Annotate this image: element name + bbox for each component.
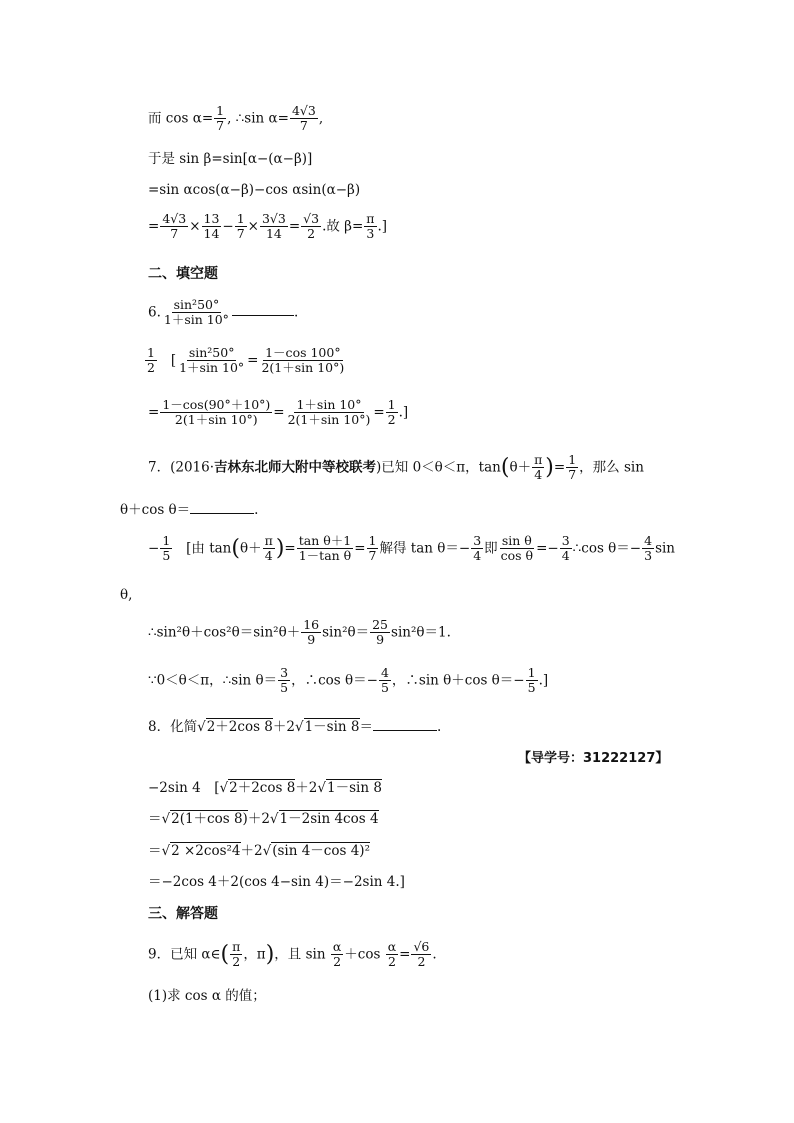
fraction	[160, 398, 272, 428]
numerator: sin²50°	[173, 297, 220, 312]
numerator: sin θ	[501, 533, 532, 548]
denominator: 2	[307, 226, 316, 242]
radicand: (sin 4－cos 4)²	[272, 843, 370, 859]
fraction	[301, 212, 321, 242]
question-9	[148, 940, 437, 970]
numerator: 13	[203, 211, 220, 226]
denominator: 2	[387, 954, 396, 970]
numerator: 1	[568, 452, 577, 467]
numerator: α	[332, 939, 342, 954]
text: [	[170, 352, 177, 369]
text: ，且 sin	[274, 946, 330, 963]
paren: )	[275, 535, 285, 561]
text: =	[373, 404, 385, 421]
numerator: 4	[380, 665, 389, 680]
answer-line: ＝√2 ×2cos²4＋2√(sin 4－cos 4)²	[148, 843, 370, 859]
fraction	[301, 618, 321, 648]
text: −	[222, 218, 234, 235]
answer-line: θ,	[120, 587, 133, 603]
fraction	[162, 298, 231, 328]
fraction	[331, 940, 343, 970]
answer-line: −2sin 4 [√2＋2cos 8＋2√1－sin 8	[148, 780, 382, 796]
text: 7．(2016·	[148, 459, 215, 476]
denominator: 2(1＋sin 10°)	[174, 412, 258, 428]
text: −	[148, 540, 160, 557]
denominator: 7	[170, 226, 179, 242]
denominator: 4	[264, 548, 273, 564]
text: ，π	[243, 946, 266, 963]
numerator: tan θ＋1	[298, 533, 352, 548]
text: ×	[247, 218, 259, 235]
fraction	[532, 453, 544, 483]
radicand: 2(1＋cos 8)	[171, 811, 248, 827]
text: ＝	[148, 811, 162, 827]
numerator: 3	[473, 533, 482, 548]
section-heading: 二、填空题	[148, 266, 218, 282]
denominator: 3	[366, 226, 375, 242]
denominator: cos θ	[500, 548, 534, 564]
radicand: 2＋2cos 8	[229, 780, 296, 796]
text: ∴sin²θ＋cos²θ＝sin²θ＋	[148, 624, 301, 641]
paren: (	[231, 535, 240, 561]
numerator: 1	[162, 533, 171, 548]
section-heading: 三、解答题	[148, 906, 218, 922]
radicand: 1－sin 8	[304, 719, 360, 735]
answer-line	[148, 618, 451, 648]
text: ∵0＜θ＜π，∴sin θ＝	[148, 672, 278, 689]
numerator: 1	[147, 345, 155, 360]
fraction	[230, 940, 242, 970]
text: =	[354, 540, 366, 557]
answer-blank	[373, 730, 437, 731]
numerator: 1＋sin 10°	[296, 397, 362, 412]
text: .故 β=	[322, 218, 364, 235]
question-7	[148, 453, 644, 483]
answer-line	[148, 534, 675, 564]
fraction	[202, 212, 222, 242]
sub-question: (1)求 cos α 的值；	[148, 988, 266, 1004]
text: =	[273, 404, 285, 421]
text: ＋cos	[344, 946, 385, 963]
paren: (	[500, 454, 510, 480]
text: =−	[536, 540, 559, 557]
text: −2sin 4 [	[148, 780, 220, 796]
numerator: √3	[303, 211, 320, 226]
numerator: 1	[236, 211, 245, 226]
radicand: 2＋2cos 8	[206, 719, 273, 735]
denominator: 2	[417, 954, 426, 970]
fraction	[160, 534, 172, 564]
numerator: 4	[644, 533, 653, 548]
numerator: π	[534, 452, 543, 467]
denominator: 7	[568, 467, 577, 483]
denominator: 5	[527, 680, 536, 696]
denominator: 9	[307, 632, 316, 648]
numerator: 3	[561, 533, 570, 548]
text: =	[399, 946, 411, 963]
fraction	[386, 398, 398, 428]
text: 8．化简	[148, 719, 198, 735]
fraction	[471, 534, 483, 564]
numerator: α	[387, 939, 397, 954]
text: ＝	[148, 843, 162, 859]
numerator: 4√3	[291, 103, 316, 118]
numerator: √6	[413, 939, 430, 954]
solution-line: =sin αcos(α−β)−cos αsin(α−β)	[148, 182, 361, 198]
denominator: 2(1＋sin 10°)	[287, 412, 371, 428]
solution-line: 于是 sin β=sin[α−(α−β)]	[148, 151, 313, 167]
fraction	[259, 346, 346, 376]
text: 而 cos α=	[148, 110, 214, 127]
guide-number: 【导学号：31222127】	[518, 751, 669, 766]
text: =	[247, 352, 259, 369]
denominator: 7	[216, 118, 225, 134]
fraction	[145, 346, 157, 376]
answer-line	[148, 398, 408, 428]
numerator: π	[232, 939, 241, 954]
text: =	[288, 218, 301, 235]
text: ，∴cos θ＝−	[291, 672, 378, 689]
numerator: 1	[527, 665, 536, 680]
denominator: 1－tan θ	[298, 548, 352, 564]
numerator: 4√3	[162, 211, 187, 226]
text: ×	[189, 218, 201, 235]
fraction	[411, 940, 431, 970]
text: [由 tan	[186, 540, 232, 557]
fraction	[260, 212, 288, 242]
text: .	[432, 946, 437, 963]
text: sin	[655, 540, 676, 557]
numerator: 1	[216, 103, 225, 118]
denominator: 5	[380, 680, 389, 696]
numerator: π	[366, 211, 375, 226]
numerator: 3√3	[261, 211, 286, 226]
answer-line: ＝√2(1＋cos 8)＋2√1－2sin 4cos 4	[148, 811, 379, 827]
fraction	[642, 534, 654, 564]
text: )已知 0＜θ＜π，tan	[376, 459, 501, 476]
denominator: 4	[473, 548, 482, 564]
fraction	[214, 104, 226, 134]
question-6	[148, 298, 298, 328]
text: θ＋	[509, 459, 532, 476]
paren: (	[220, 941, 230, 967]
text: ∴cos θ＝−	[572, 540, 642, 557]
answer-blank	[190, 513, 254, 514]
denominator: 2	[147, 360, 155, 376]
answer-line	[144, 346, 347, 376]
text: .]	[538, 672, 549, 689]
text: =	[148, 404, 160, 421]
fraction	[526, 666, 538, 696]
fraction	[286, 398, 373, 428]
radicand: 1－2sin 4cos 4	[279, 811, 379, 827]
denominator: 1＋sin 10°	[163, 312, 229, 328]
text: ,	[318, 110, 324, 127]
fraction	[278, 666, 290, 696]
text: , ∴sin α=	[227, 110, 289, 127]
question-source: 吉林东北师大附中等校联考	[214, 459, 377, 476]
question-8: 8．化简√2＋2cos 8＋2√1－sin 8＝ .	[148, 719, 442, 735]
paren: )	[265, 941, 275, 967]
fraction	[290, 104, 318, 134]
text: .	[254, 502, 259, 518]
fraction	[370, 618, 390, 648]
text: .]	[398, 404, 409, 421]
fraction	[263, 534, 275, 564]
denominator: 7	[299, 118, 308, 134]
denominator: 7	[368, 548, 377, 564]
radicand: 1－sin 8	[327, 780, 382, 796]
fraction	[379, 666, 391, 696]
text: .	[437, 719, 442, 735]
denominator: 5	[280, 680, 289, 696]
text: =	[284, 540, 296, 557]
fraction	[566, 453, 578, 483]
fraction	[177, 346, 246, 376]
denominator: 5	[162, 548, 171, 564]
fraction	[499, 534, 535, 564]
numerator: 25	[372, 617, 389, 632]
denominator: 14	[265, 226, 282, 242]
denominator: 4	[534, 467, 543, 483]
numerator: 1	[387, 397, 396, 412]
denominator: 9	[376, 632, 385, 648]
text: =	[553, 459, 566, 476]
numerator: π	[264, 533, 273, 548]
denominator: 4	[561, 548, 570, 564]
text: θ＋	[239, 540, 262, 557]
text: ＋2	[272, 719, 295, 735]
fraction	[364, 212, 376, 242]
answer-blank	[232, 315, 294, 316]
text: ，∴sin θ＋cos θ＝−	[391, 672, 525, 689]
solution-line	[148, 212, 387, 242]
numerator: 16	[303, 617, 320, 632]
paren: )	[545, 454, 554, 480]
denominator: 3	[644, 548, 653, 564]
text: =	[148, 218, 160, 235]
denominator: 14	[203, 226, 220, 242]
text: ＝	[359, 719, 374, 735]
text: 解得 tan θ＝−	[379, 540, 471, 557]
denominator: 1＋sin 10°	[179, 360, 245, 376]
text: .	[293, 304, 299, 321]
denominator: 2	[232, 954, 241, 970]
answer-line	[148, 666, 548, 696]
denominator: 2(1＋sin 10°)	[261, 360, 345, 376]
text: 9．已知 α∈	[148, 946, 221, 963]
fraction	[386, 940, 398, 970]
solution-line	[148, 104, 323, 134]
question-number: 6.	[148, 304, 161, 321]
numerator: 1－cos(90°＋10°)	[162, 397, 271, 412]
fraction	[235, 212, 247, 242]
radicand: 2 ×2cos²4	[171, 843, 241, 859]
fraction	[560, 534, 572, 564]
denominator: 2	[333, 954, 342, 970]
text: ＋2	[240, 843, 263, 859]
text: θ＋cos θ＝	[120, 502, 191, 518]
denominator: 2	[387, 412, 396, 428]
answer-line: ＝−2cos 4＋2(cos 4−sin 4)＝−2sin 4.]	[148, 874, 405, 890]
denominator: 7	[236, 226, 245, 242]
fraction	[367, 534, 379, 564]
numerator: 1－cos 100°	[265, 345, 341, 360]
numerator: sin²50°	[188, 345, 235, 360]
numerator: 1	[368, 533, 377, 548]
fraction	[160, 212, 188, 242]
text: ，那么 sin	[579, 459, 644, 476]
text: .]	[377, 218, 388, 235]
text: sin²θ＝1.	[391, 624, 451, 641]
numerator: 3	[280, 665, 289, 680]
text: ＋2	[247, 811, 270, 827]
text: 即	[484, 540, 498, 557]
question-7-cont	[120, 504, 258, 518]
fraction	[297, 534, 353, 564]
text: ＋2	[295, 780, 318, 796]
text: sin²θ＝	[322, 624, 370, 641]
